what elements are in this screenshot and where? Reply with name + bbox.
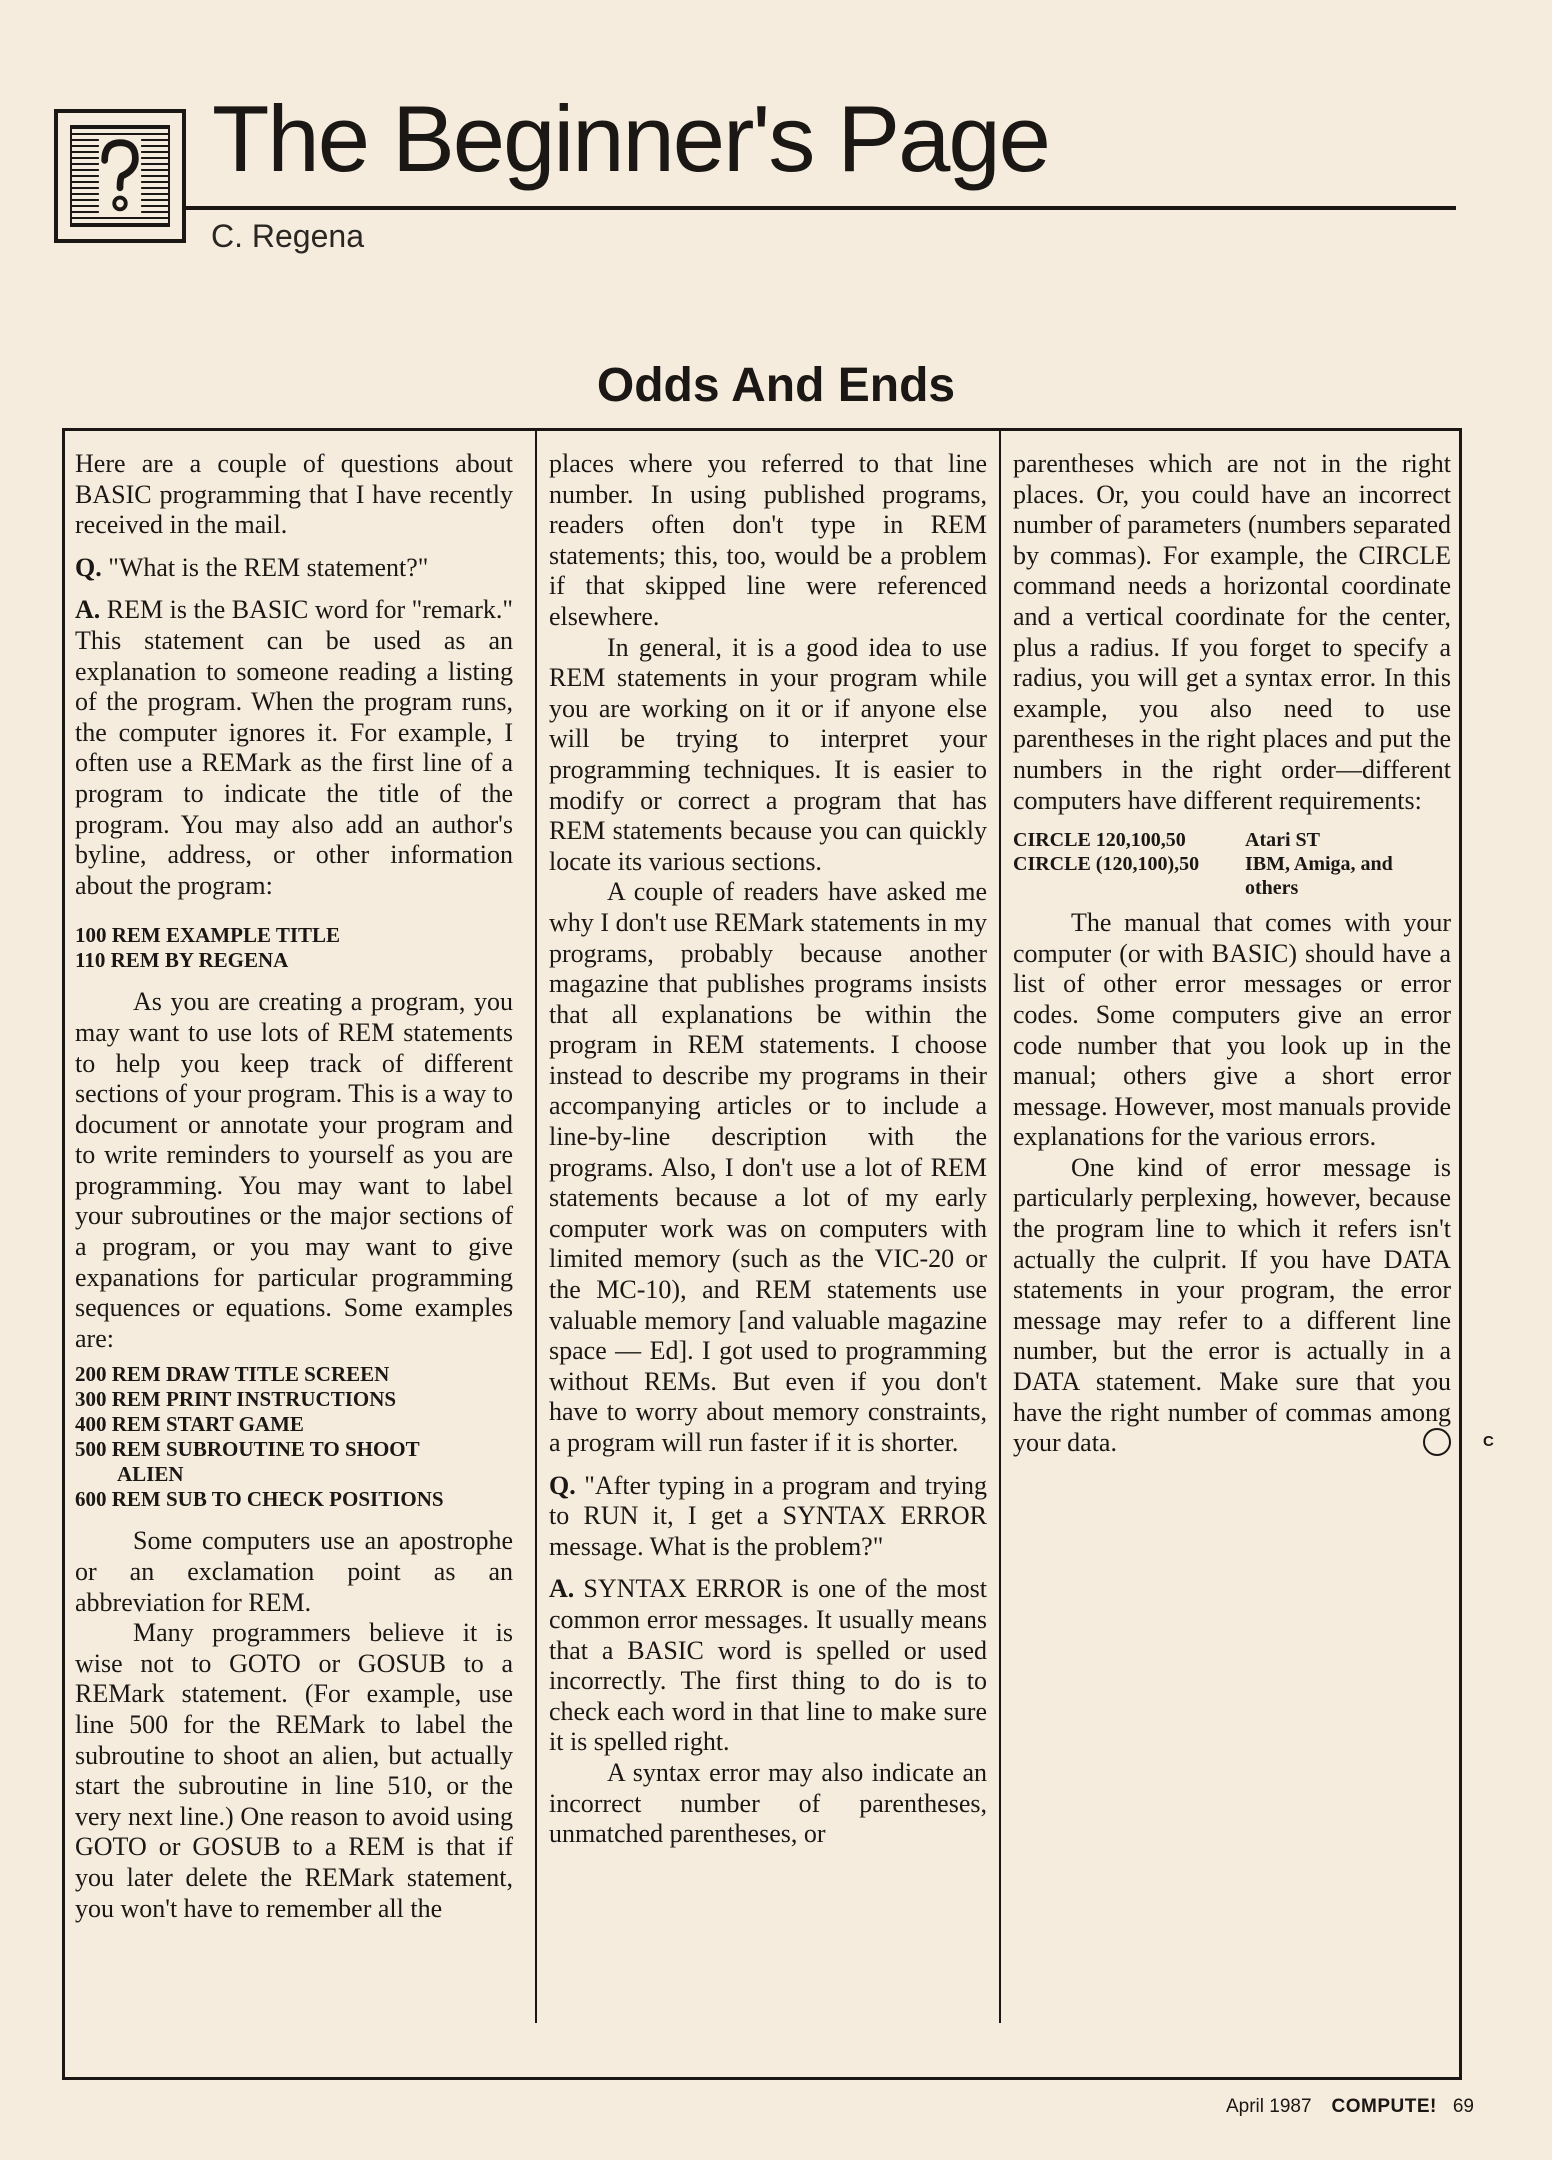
paragraph: Some computers use an apostrophe or an exclamation point as an abbreviation for REM. (75, 1526, 513, 1617)
code-line: 500 REM SUBROUTINE TO SHOOT (75, 1437, 420, 1462)
answer-label: A. (549, 1574, 575, 1604)
circle-syntax-table (1013, 828, 1451, 900)
table-cell-code: CIRCLE (120,100),50 (1013, 853, 1200, 876)
answer-paragraph (549, 1574, 987, 1758)
question-label: Q. (549, 1470, 576, 1500)
paragraph: The manual that comes with your computer (or with BASIC) should have a list of other error messages or error codes. Some computers give an error code number that you look up in the manual; others give a short error message. However, most manuals provide explanations for the various errors. (1013, 908, 1451, 1152)
article-body (62, 428, 1494, 2080)
column-2 (549, 449, 987, 1850)
code-line: ALIEN (117, 1462, 184, 1487)
title-rule (186, 206, 1456, 210)
column-divider (535, 431, 537, 2023)
question-label: Q. (75, 552, 102, 582)
answer-text: REM is the BASIC word for "remark." This statement can be used as an explanation to someone reading a listing of the program. When the program runs, the computer ignores it. For example, I often use a REMark as the first line of a program to indicate the title of the program. You may also add an author's byline, address, or other information about the program: (75, 595, 514, 900)
code-line: 300 REM PRINT INSTRUCTIONS (75, 1387, 397, 1412)
paragraph: A syntax error may also indicate an incorrect number of parentheses, unmatched parentheses, or (549, 1757, 987, 1849)
magazine-name: COMPUTE! (1331, 2096, 1437, 2117)
paragraph: A couple of readers have asked me why I don't use REMark statements in my programs, probably because another magazine that publishes programs insists that all explanations be within the program in REM statements. I choose instead to describe my programs in their accompanying articles or to include a line-by-line description with the programs. Also, I don't use a lot of REM statements because a lot of my early computer work was on computers with limited memory (such as the VIC-20 or the MC-10), and REM statements use valuable memory [and valuable magazine space — Ed]. I got used to programming without REMs. But even if you don't have to worry about memory constraints, a program will run faster if it is shorter. (549, 877, 987, 1457)
page-title: The Beginner's Page (212, 86, 1049, 191)
paragraph: In general, it is a good idea to use REM statements in your program while you are working on it or if anyone else will be trying to interpret your programming techniques. It is easier to modify or correct a program that has REM statements because you can quickly locate its various sections. (549, 632, 987, 876)
page-number: 69 (1452, 2096, 1474, 2117)
paragraph: Many programmers believe it is wise not to GOTO or GOSUB to a REMark statement. (For example, use line 500 for the REMark to label the subroutine to shoot an alien, but actually start the subroutine in line 510, or the very next line.) One reason to avoid using GOTO or GOSUB to a REM is that if you later delete the REMark statement, you won't have to remember all the (75, 1618, 513, 1923)
question-mark-icon (70, 125, 170, 227)
author-byline: C. Regena (211, 218, 364, 254)
article-headline: Odds And Ends (596, 359, 956, 412)
code-listing (75, 923, 513, 973)
code-line: 110 REM BY REGENA (75, 948, 289, 973)
paragraph: As you are creating a program, you may want to use lots of REM statements to help you keep track of different sections of your program. This is a way to document or annotate your program and to write reminders to yourself as you are programming. You may want to label your subroutines or the major sections of a program, or you may want to give expanations for particular programming sequences or equations. Some examples are: (75, 987, 513, 1353)
answer-paragraph (75, 595, 513, 901)
end-mark-icon: C (1423, 1428, 1451, 1456)
table-cell-systems: IBM, Amiga, and others (1245, 853, 1393, 900)
code-line: 200 REM DRAW TITLE SCREEN (75, 1362, 390, 1387)
answer-text: SYNTAX ERROR is one of the most common error messages. It usually means that a BASIC word is spelled or used incorrectly. The first thing to do is to check each word in that line to make sure it is spelled right. (549, 1574, 988, 1757)
code-listing (75, 1362, 513, 1512)
column-divider (999, 431, 1001, 2023)
page-footer (1226, 2096, 1474, 2118)
paragraph: places where you referred to that line number. In using published programs, readers often don't type in REM statements; this, too, would be a problem if that skipped line were referenced elsewhere. (549, 449, 987, 631)
issue-date: April 1987 (1225, 2096, 1312, 2117)
code-line: 600 REM SUB TO CHECK POSITIONS (75, 1487, 444, 1512)
code-line: 100 REM EXAMPLE TITLE (75, 923, 341, 948)
column-1 (75, 449, 513, 1924)
table-row (1013, 828, 1451, 852)
question-text: "After typing in a program and trying to RUN it, I get a SYNTAX ERROR message. What is the problem?" (549, 1470, 988, 1561)
table-row (1013, 852, 1451, 900)
table-cell-systems: Atari ST (1245, 829, 1320, 852)
question-paragraph (75, 553, 513, 584)
paragraph-text: One kind of error message is particularly perplexing, however, because the program line to which it refers isn't actually the culprit. If you have DATA statements in your program, the error message may refer to a different line number, but the error is actually in a DATA statement. Make sure that you have the right number of commas among your data. (1013, 1152, 1451, 1458)
paragraph: Here are a couple of questions about BASIC programming that I have recently received in the mail. (75, 449, 513, 540)
answer-label: A. (75, 595, 101, 625)
column-3 (1013, 449, 1494, 1459)
paragraph: parentheses which are not in the right places. Or, you could have an incorrect number of parameters (numbers separated by commas). For example, the CIRCLE command needs a horizontal coordinate and a vertical coordinate for the center, plus a radius. If you forget to specify a radius, you will get a syntax error. In this example, you also need to use parentheses in the right places and put the numbers in the right order—different computers have different requirements: (1013, 449, 1451, 815)
question-paragraph (549, 1471, 987, 1563)
paragraph (1013, 1152, 1494, 1459)
question-text: "What is the REM statement?" (108, 552, 429, 582)
code-line: 400 REM START GAME (75, 1412, 304, 1437)
column-logo (54, 109, 186, 243)
table-cell-code: CIRCLE 120,100,50 (1013, 829, 1186, 852)
